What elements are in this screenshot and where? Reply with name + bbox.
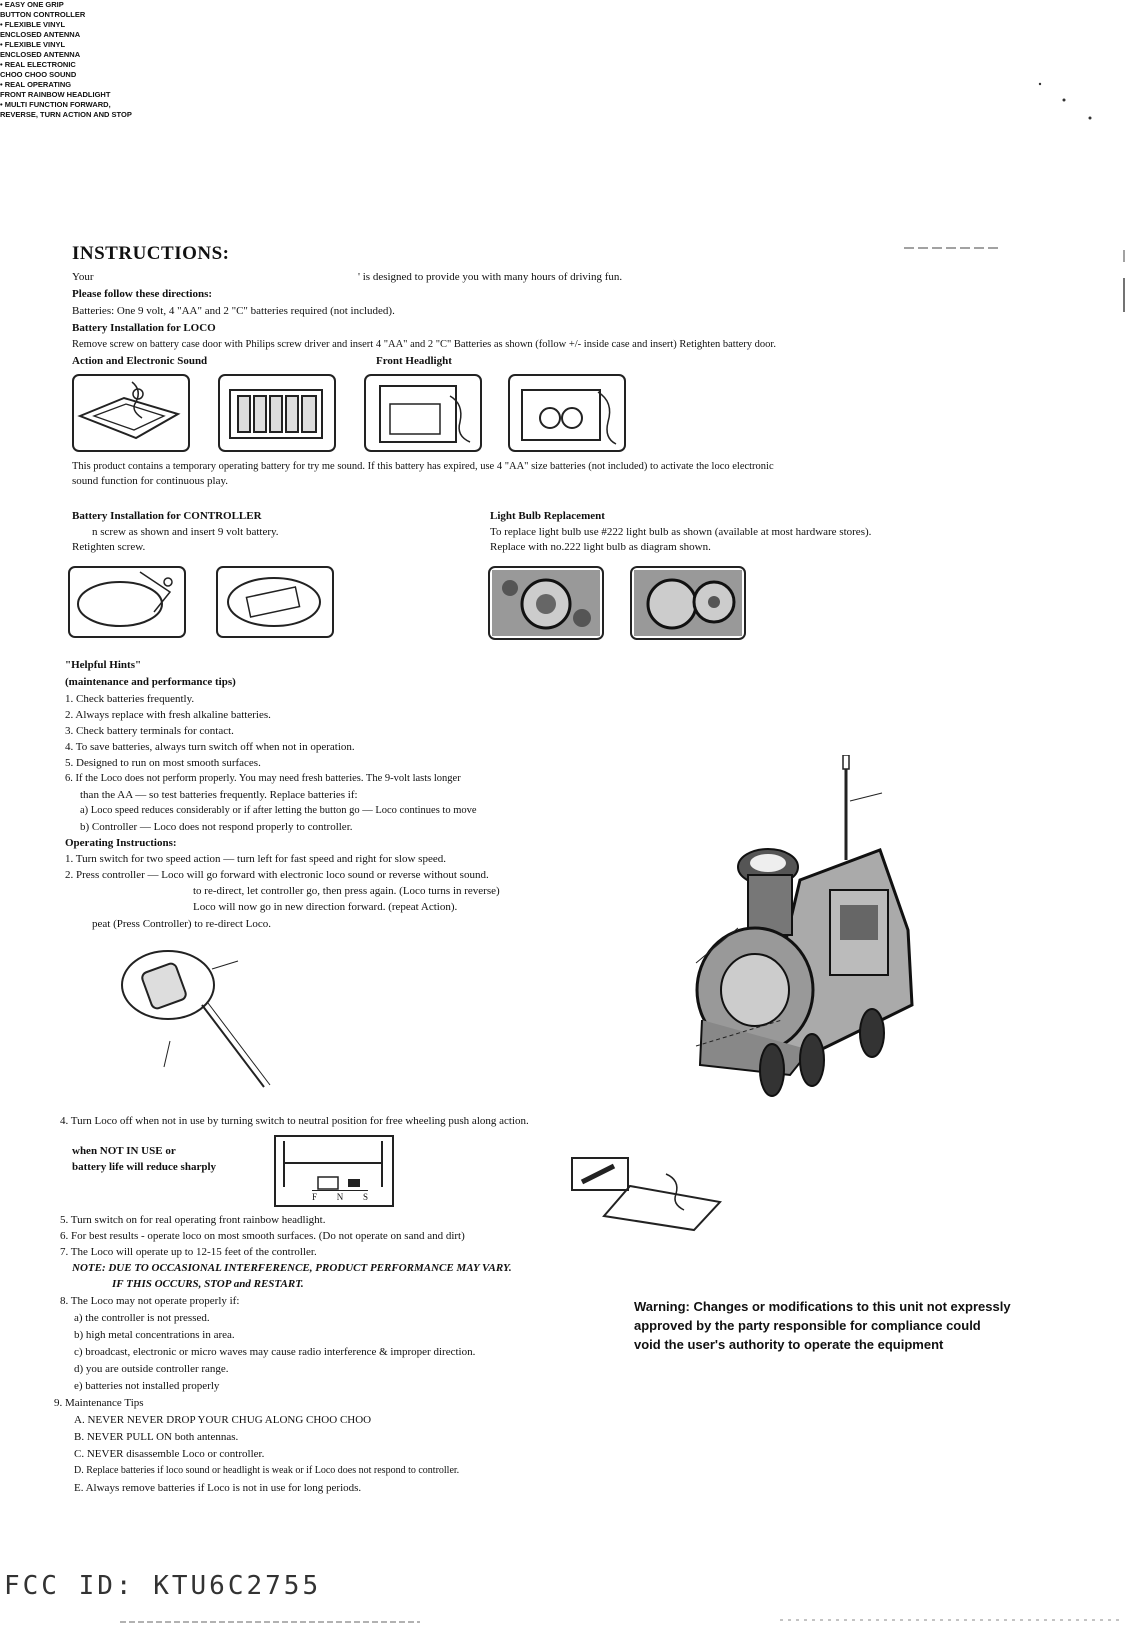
- switch-label-s: S: [362, 1192, 368, 1202]
- operating-item: to re-direct, let controller go, then press again. (Loco turns in reverse): [193, 885, 500, 897]
- flex-right-callout-1: • FLEXIBLE VINYL: [0, 40, 66, 49]
- fcc-id: FCC ID: KTU6C2755: [4, 1571, 322, 1601]
- sound-callout-1: • REAL ELECTRONIC: [0, 60, 76, 69]
- item-9-heading: 9. Maintenance Tips: [54, 1397, 144, 1409]
- battery-controller-line-1: n screw as shown and insert 9 volt battery.: [92, 526, 279, 538]
- sound-callout-2: CHOO CHOO SOUND: [0, 70, 77, 79]
- hints-heading: "Helpful Hints": [65, 659, 142, 671]
- item-8-entry: b) high metal concentrations in area.: [74, 1329, 235, 1341]
- light-bulb-line-1: To replace light bulb use #222 light bulb as shown (available at most hardware stores).: [490, 526, 872, 538]
- operating-item: 2. Press controller — Loco will go forward with electronic loco sound or reverse without sound.: [65, 869, 489, 881]
- battery-controller-heading: Battery Installation for CONTROLLER: [72, 510, 262, 522]
- temp-battery-line-1: This product contains a temporary operating battery for try me sound. If this battery has expired, use 4 "AA" size batteries (not included) to activate the loco electronic: [72, 461, 774, 472]
- hints-subheading: (maintenance and performance tips): [65, 676, 236, 688]
- switch-label-f: F: [312, 1192, 318, 1202]
- intro-your: Your: [72, 271, 94, 283]
- flex-right-callout-2: ENCLOSED ANTENNA: [0, 50, 81, 59]
- item-6: 6. For best results - operate loco on most smooth surfaces. (Do not operate on sand and dirt): [60, 1230, 465, 1242]
- item-7: 7. The Loco will operate up to 12-15 feet of the controller.: [60, 1246, 317, 1258]
- battery-loco-text: Remove screw on battery case door with Philips screw driver and insert 4 "AA" and 2 "C" Batteries as shown (follow +/- inside case and insert) Retighten battery door.: [72, 339, 776, 350]
- operating-item: 1. Turn switch for two speed action — turn left for fast speed and right for slow speed.: [65, 853, 446, 865]
- hint-item: 2. Always replace with fresh alkaline batteries.: [65, 709, 271, 721]
- item-4: 4. Turn Loco off when not in use by turning switch to neutral position for free wheeling push along action.: [60, 1115, 529, 1127]
- intro-designed: ' is designed to provide you with many hours of driving fun.: [358, 271, 623, 283]
- light-bulb-line-2: Replace with no.222 light bulb as diagram shown.: [490, 541, 711, 553]
- light-bulb-heading: Light Bulb Replacement: [490, 510, 605, 522]
- not-in-use-line-2: battery life will reduce sharply: [72, 1161, 216, 1173]
- headlight-callout-2: FRONT RAINBOW HEADLIGHT: [0, 90, 111, 99]
- item-5: 5. Turn switch on for real operating front rainbow headlight.: [60, 1214, 326, 1226]
- item-9-entry: B. NEVER PULL ON both antennas.: [74, 1431, 239, 1443]
- battery-controller-line-2: Retighten screw.: [72, 541, 146, 553]
- intro-batteries: Batteries: One 9 volt, 4 "AA" and 2 "C" batteries required (not included).: [72, 305, 395, 317]
- operating-item: peat (Press Controller) to re-direct Loco.: [92, 918, 271, 930]
- item-8-entry: a) the controller is not pressed.: [74, 1312, 210, 1324]
- hint-item: 6. If the Loco does not perform properly. You may need fresh batteries. The 9-volt lasts longer: [65, 773, 461, 784]
- item-8-entry: c) broadcast, electronic or micro waves may cause radio interference & improper direction.: [74, 1346, 476, 1358]
- note-line-1: NOTE: DUE TO OCCASIONAL INTERFERENCE, PRODUCT PERFORMANCE MAY VARY.: [72, 1262, 512, 1274]
- flex-left-callout-2: ENCLOSED ANTENNA: [0, 30, 81, 39]
- item-8-entry: d) you are outside controller range.: [74, 1363, 229, 1375]
- multi-callout-2: REVERSE, TURN ACTION AND STOP: [0, 110, 132, 119]
- grip-callout-1: • EASY ONE GRIP: [0, 0, 64, 9]
- headlight-callout-1: • REAL OPERATING: [0, 80, 72, 89]
- hint-item: 4. To save batteries, always turn switch off when not in operation.: [65, 741, 355, 753]
- warning-line-1: Warning: Changes or modifications to this unit not expressly: [634, 1299, 1011, 1314]
- hint-item: b) Controller — Loco does not respond properly to controller.: [80, 821, 353, 833]
- front-headlight-label: Front Headlight: [376, 355, 452, 367]
- item-9-entry: A. NEVER NEVER DROP YOUR CHUG ALONG CHOO CHOO: [74, 1414, 372, 1426]
- switch-label-n: N: [336, 1192, 344, 1202]
- hint-item: 3. Check battery terminals for contact.: [65, 725, 234, 737]
- hint-item: 1. Check batteries frequently.: [65, 693, 195, 705]
- warning-line-2: approved by the party responsible for compliance could: [634, 1318, 981, 1333]
- temp-battery-line-2: sound function for continuous play.: [72, 475, 229, 487]
- warning-line-3: void the user's authority to operate the equipment: [634, 1337, 944, 1352]
- item-9-entry: E. Always remove batteries if Loco is not in use for long periods.: [74, 1482, 362, 1494]
- item-9-entry: D. Replace batteries if loco sound or headlight is weak or if Loco does not respond to controller.: [74, 1465, 460, 1476]
- hint-item: than the AA — so test batteries frequently. Replace batteries if:: [80, 789, 358, 801]
- multi-callout-1: • MULTI FUNCTION FORWARD,: [0, 100, 111, 109]
- action-sound-label: Action and Electronic Sound: [72, 355, 208, 367]
- battery-loco-heading: Battery Installation for LOCO: [72, 322, 216, 334]
- hint-item: 5. Designed to run on most smooth surfaces.: [65, 757, 261, 769]
- note-line-2: IF THIS OCCURS, STOP and RESTART.: [112, 1278, 304, 1290]
- operating-item: Loco will now go in new direction forward. (repeat Action).: [193, 901, 458, 913]
- not-in-use-line-1: when NOT IN USE or: [72, 1145, 176, 1157]
- item-9-entry: C. NEVER disassemble Loco or controller.: [74, 1448, 265, 1460]
- operating-heading: Operating Instructions:: [65, 837, 177, 849]
- item-8-entry: e) batteries not installed properly: [74, 1380, 220, 1392]
- item-8-heading: 8. The Loco may not operate properly if:: [60, 1295, 240, 1307]
- grip-callout-2: BUTTON CONTROLLER: [0, 10, 86, 19]
- flex-left-callout-1: • FLEXIBLE VINYL: [0, 20, 66, 29]
- page-title: INSTRUCTIONS:: [72, 243, 230, 264]
- hint-item: a) Loco speed reduces considerably or if after letting the button go — Loco continues to move: [80, 805, 477, 816]
- intro-follow: Please follow these directions:: [72, 288, 213, 300]
